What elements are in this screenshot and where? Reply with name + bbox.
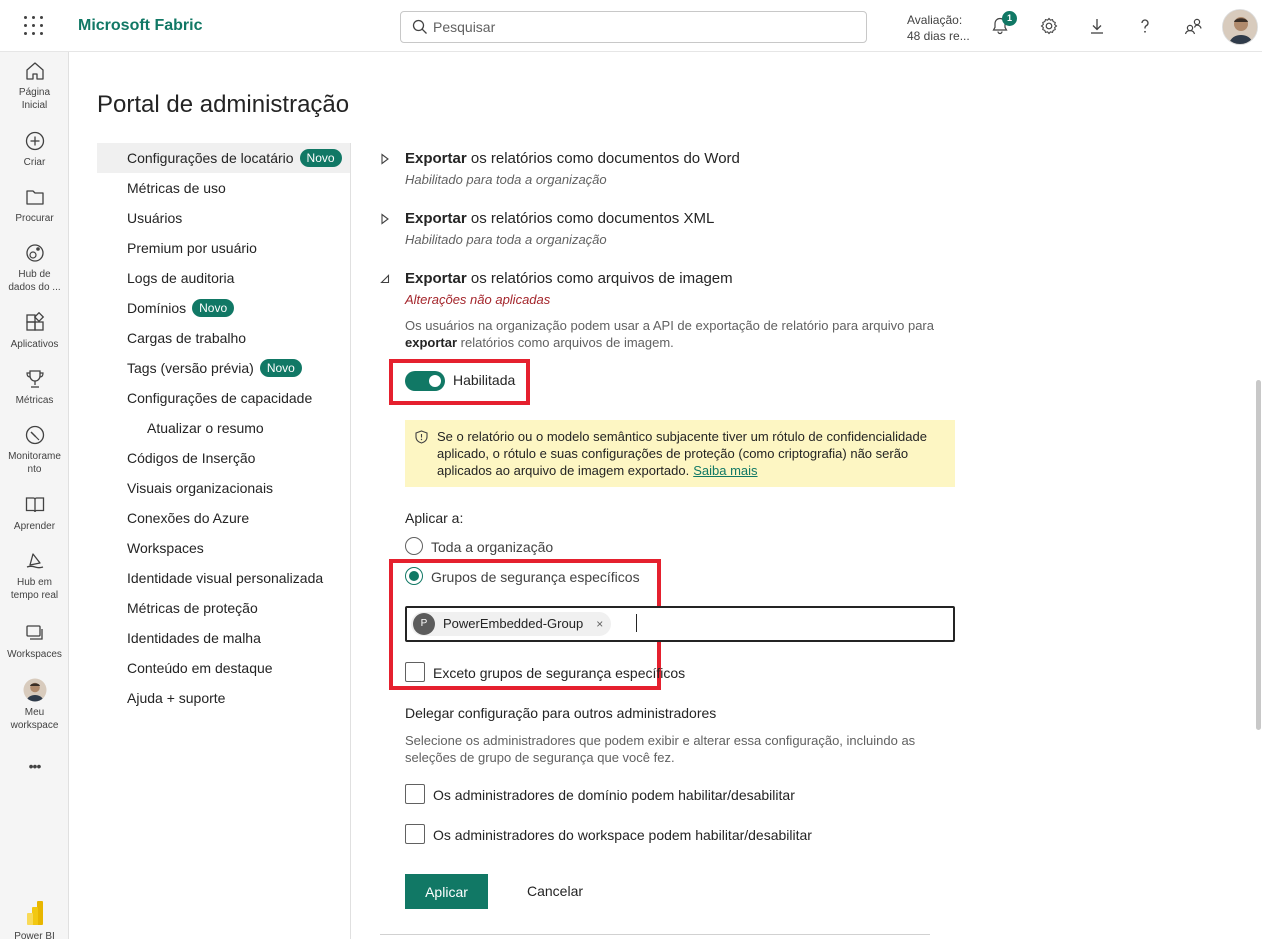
nav-monitor[interactable] xyxy=(0,424,69,476)
apply-button[interactable]: Aplicar xyxy=(405,874,488,909)
toggle-label: Habilitada xyxy=(453,372,516,388)
nav-datahub-label: Hub de dados do ... xyxy=(8,269,61,293)
workspaces-icon xyxy=(24,622,46,644)
security-group-picker[interactable] xyxy=(405,606,955,642)
trophy-icon xyxy=(24,368,46,390)
nav-create-label: Criar xyxy=(23,157,46,168)
nav-realtime[interactable] xyxy=(0,550,69,602)
radio-specific-groups[interactable] xyxy=(405,567,423,585)
subnav-item-domains[interactable]: Domínios Novo xyxy=(97,293,350,323)
setting-status: Habilitado para toda a organização xyxy=(405,232,607,247)
domain-admins-checkbox[interactable] xyxy=(405,784,425,804)
nav-monitor-label: Monitoramento xyxy=(8,451,61,475)
nav-learn-label: Aprender xyxy=(13,521,56,532)
chevron-right-icon[interactable] xyxy=(380,153,390,165)
workspace-admins-checkbox[interactable] xyxy=(405,824,425,844)
subnav-item-premium-per-user[interactable]: Premium por usuário xyxy=(127,240,257,256)
remove-chip-icon[interactable]: × xyxy=(596,617,604,631)
home-icon xyxy=(24,60,46,82)
chevron-down-icon[interactable] xyxy=(380,273,390,285)
book-icon xyxy=(24,494,46,516)
radio-entire-org-label[interactable]: Toda a organização xyxy=(431,539,554,555)
enabled-toggle[interactable] xyxy=(405,371,445,391)
delegate-title: Delegar configuração para outros administradores xyxy=(405,705,717,721)
info-text: Se o relatório ou o modelo semântico subjacente tiver um rótulo de confidencialidade aplicado, o rótulo e suas configurações de proteção (como criptografia) não serão aplicados ao arquivo de imagem exportado. xyxy=(437,429,927,478)
trial-status[interactable] xyxy=(907,12,970,44)
cancel-button[interactable]: Cancelar xyxy=(510,874,600,909)
setting-title: Exportar os relatórios como documentos XML xyxy=(405,210,715,227)
subnav-item-usage-metrics[interactable]: Métricas de uso xyxy=(127,180,226,196)
shield-icon xyxy=(415,430,428,444)
notification-badge: 1 xyxy=(1002,11,1017,26)
apps-icon xyxy=(24,312,46,334)
group-avatar: P xyxy=(413,613,435,635)
nav-home-label: Página Inicial xyxy=(18,87,51,111)
text-caret xyxy=(636,614,637,632)
nav-myworkspace-label: Meu workspace xyxy=(10,707,59,731)
nav-powerbi-label: Power BI xyxy=(14,931,55,939)
new-badge: Novo xyxy=(300,149,342,167)
subnav-item-fabric-identities[interactable]: Identidades de malha xyxy=(127,630,261,646)
radio-entire-org[interactable] xyxy=(405,537,423,555)
except-groups-checkbox[interactable] xyxy=(405,662,425,682)
nav-apps[interactable] xyxy=(0,312,69,351)
subnav-item-embed-codes[interactable]: Códigos de Inserção xyxy=(127,450,256,466)
monitor-icon xyxy=(24,424,46,446)
admin-subnav xyxy=(97,143,351,939)
subnav-item-refresh-summary[interactable]: Atualizar o resumo xyxy=(147,420,264,436)
realtime-hub-icon xyxy=(24,550,46,572)
search-input[interactable] xyxy=(433,17,853,37)
help-icon[interactable] xyxy=(1135,16,1155,36)
nav-browse-label: Procurar xyxy=(15,213,54,224)
nav-myworkspace[interactable] xyxy=(0,678,69,732)
subnav-item-help-support[interactable]: Ajuda + suporte xyxy=(127,690,226,706)
user-avatar[interactable] xyxy=(1222,9,1258,45)
setting-status: Habilitado para toda a organização xyxy=(405,172,607,187)
nav-datahub[interactable] xyxy=(0,242,69,294)
nav-workspaces[interactable] xyxy=(0,622,69,661)
setting-status-pending: Alterações não aplicadas xyxy=(405,292,551,307)
chevron-right-icon[interactable] xyxy=(380,213,390,225)
subnav-item-protection-metrics[interactable]: Métricas de proteção xyxy=(127,600,258,616)
nav-powerbi[interactable] xyxy=(0,900,69,939)
trial-label: Avaliação: xyxy=(907,13,963,27)
scrollbar-thumb[interactable] xyxy=(1256,380,1261,730)
setting-description: Os usuários na organização podem usar a API de exportação de relatório para arquivo para exportar relatórios como arquivos de imagem. xyxy=(405,318,934,350)
workspace-admins-label[interactable]: Os administradores do workspace podem habilitar/desabilitar xyxy=(433,827,812,843)
setting-title: Exportar os relatórios como documentos do Word xyxy=(405,150,740,167)
gear-icon[interactable] xyxy=(1039,16,1059,36)
powerbi-logo-icon xyxy=(24,900,46,926)
new-badge: Novo xyxy=(192,299,234,317)
nav-workspaces-label: Workspaces xyxy=(7,649,62,660)
apply-to-label: Aplicar a: xyxy=(405,510,464,526)
waffle-icon[interactable] xyxy=(24,16,44,36)
folder-icon xyxy=(24,186,46,208)
learn-more-link[interactable]: Saiba mais xyxy=(693,463,758,478)
subnav-item-featured-content[interactable]: Conteúdo em destaque xyxy=(127,660,273,676)
delegate-description: Selecione os administradores que podem exibir e alterar essa configuração, incluindo as seleções de grupo de segurança que você fez. xyxy=(405,733,916,765)
except-groups-label[interactable]: Exceto grupos de segurança específicos xyxy=(433,665,686,681)
my-workspace-avatar xyxy=(23,678,47,702)
trial-days: 48 dias re... xyxy=(907,29,970,43)
search-box[interactable] xyxy=(400,11,867,43)
setting-title: Exportar os relatórios como arquivos de imagem xyxy=(405,270,733,287)
subnav-item-custom-branding[interactable]: Identidade visual personalizada xyxy=(127,570,324,586)
nav-learn[interactable] xyxy=(0,494,69,533)
nav-browse[interactable] xyxy=(0,186,69,225)
subnav-item-tags[interactable]: Tags (versão prévia) Novo xyxy=(97,353,350,383)
more-icon[interactable]: ••• xyxy=(28,758,41,774)
app-brand[interactable]: Microsoft Fabric xyxy=(78,17,203,34)
radio-specific-groups-label[interactable]: Grupos de segurança específicos xyxy=(431,569,640,585)
nav-apps-label: Aplicativos xyxy=(10,339,59,350)
subnav-item-audit-logs[interactable]: Logs de auditoria xyxy=(127,270,235,286)
plus-circle-icon xyxy=(24,130,46,152)
top-bar xyxy=(0,0,1262,52)
people-share-icon[interactable] xyxy=(1183,16,1203,36)
data-hub-icon xyxy=(24,242,46,264)
nav-realtime-label: Hub em tempo real xyxy=(10,577,59,601)
subnav-item-capacity-settings[interactable]: Configurações de capacidade xyxy=(127,390,313,406)
group-chip xyxy=(411,612,611,636)
download-icon[interactable] xyxy=(1087,16,1107,36)
subnav-item-workspaces[interactable]: Workspaces xyxy=(127,540,204,556)
nav-metrics-label: Métricas xyxy=(15,395,54,406)
nav-metrics[interactable] xyxy=(0,368,69,407)
left-navigation xyxy=(0,52,69,939)
group-chip-label: PowerEmbedded-Group xyxy=(443,616,584,631)
subnav-item-tenant-settings[interactable]: Configurações de locatário Novo xyxy=(97,143,350,173)
section-divider xyxy=(380,934,930,935)
domain-admins-label[interactable]: Os administradores de domínio podem habilitar/desabilitar xyxy=(433,787,795,803)
nav-home[interactable] xyxy=(0,60,69,112)
nav-create[interactable] xyxy=(0,130,69,169)
subnav-item-org-visuals[interactable]: Visuais organizacionais xyxy=(127,480,274,496)
subnav-item-workloads[interactable]: Cargas de trabalho xyxy=(127,330,247,346)
subnav-item-azure-connections[interactable]: Conexões do Azure xyxy=(127,510,250,526)
subnav-item-users[interactable]: Usuários xyxy=(127,210,183,226)
search-icon xyxy=(412,19,428,35)
new-badge: Novo xyxy=(260,359,302,377)
sensitivity-info-banner xyxy=(405,420,955,487)
page-title: Portal de administração xyxy=(97,91,350,118)
